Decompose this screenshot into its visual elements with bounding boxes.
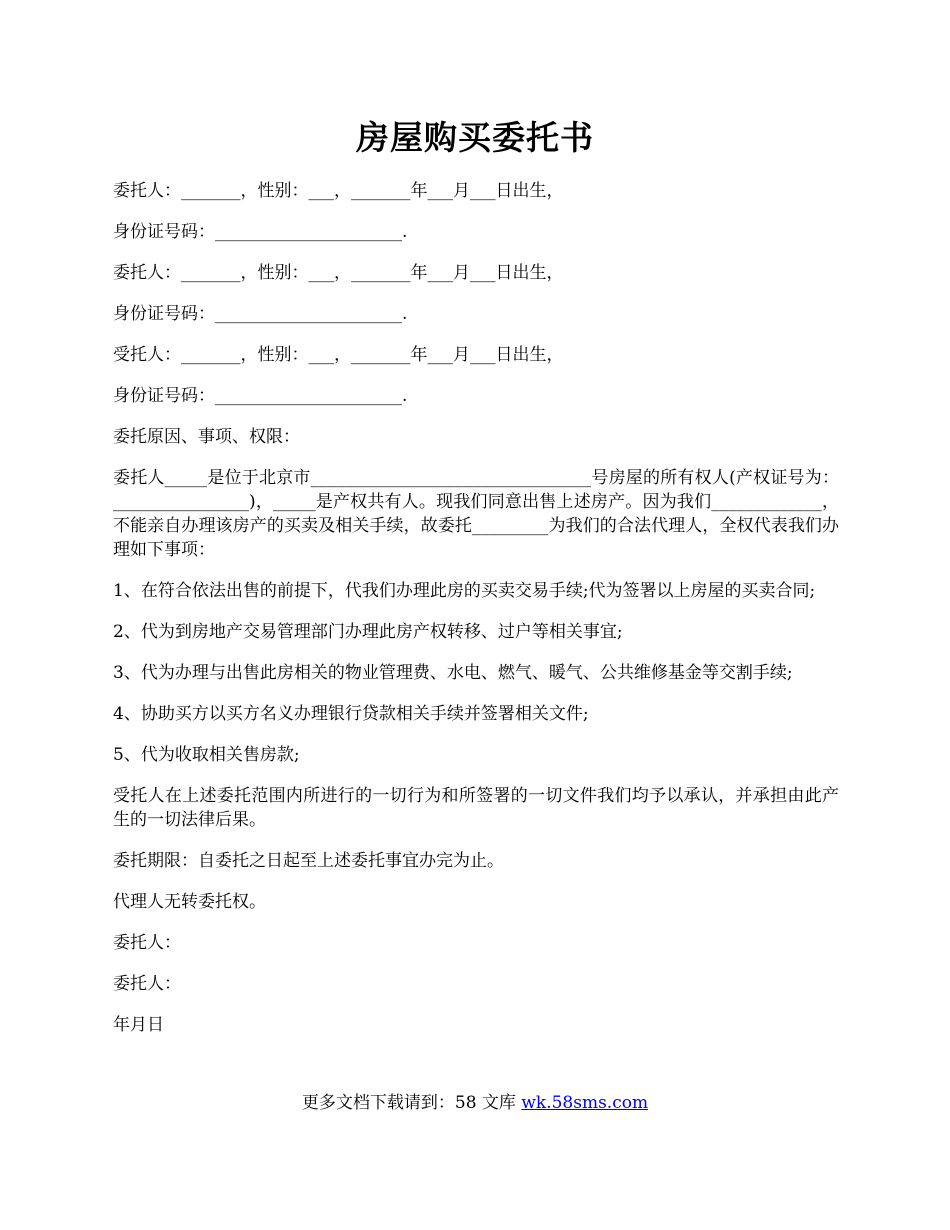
- footer-text: 更多文档下载请到：58 文库: [301, 1093, 522, 1113]
- principal-2-id: 身份证号码：______________________.: [113, 304, 408, 324]
- signature-principal-2: 委托人：: [113, 974, 181, 994]
- agent-info: 受托人：_______，性别：___，_______年___月___日出生，: [113, 345, 564, 365]
- principal-2-info: 委托人：_______，性别：___，_______年___月___日出生，: [113, 263, 564, 283]
- item-1: 1、在符合依法出售的前提下，代我们办理此房的买卖交易手续;代为签署以上房屋的买卖合同;: [113, 581, 816, 601]
- acknowledgement-paragraph: 受托人在上述委托范围内所进行的一切行为和所签署的一切文件我们均予以承认，并承担由此产生的一切法律后果。: [113, 786, 839, 830]
- authorization-paragraph: 委托人_____是位于北京市_________________________________号房屋的所有权人(产权证号为：________________)，_____是产权共有人。现我们同意出售上述房产。因为我们_____________，不能亲自办理该房产的买卖及相关手续，故委托_________为我们的合法代理人，全权代表我们办理如下事项：: [113, 468, 839, 560]
- agent-id: 身份证号码：______________________.: [113, 386, 408, 406]
- signature-date: 年月日: [113, 1015, 164, 1035]
- item-2: 2、代为到房地产交易管理部门办理此房产权转移、过户等相关事宜;: [113, 622, 623, 642]
- footer: [0, 1088, 950, 1113]
- document-body: [113, 179, 839, 1054]
- item-3: 3、代为办理与出售此房相关的物业管理费、水电、燃气、暖气、公共维修基金等交割手续;: [113, 663, 793, 683]
- term-paragraph: 委托期限：自委托之日起至上述委托事宜办完为止。: [113, 851, 504, 871]
- signature-principal-1: 委托人：: [113, 933, 181, 953]
- principal-1-info: 委托人：_______，性别：___，_______年___月___日出生，: [113, 181, 564, 201]
- document-title: 房屋购买委托书: [356, 118, 594, 157]
- footer-link[interactable]: wk.58sms.com: [521, 1093, 649, 1113]
- item-5: 5、代为收取相关售房款;: [113, 745, 300, 765]
- item-4: 4、协助买方以买方名义办理银行贷款相关手续并签署相关文件;: [113, 704, 589, 724]
- principal-1-id: 身份证号码：______________________.: [113, 222, 408, 242]
- no-subdelegation: 代理人无转委托权。: [113, 892, 266, 912]
- reason-heading: 委托原因、事项、权限：: [113, 427, 300, 447]
